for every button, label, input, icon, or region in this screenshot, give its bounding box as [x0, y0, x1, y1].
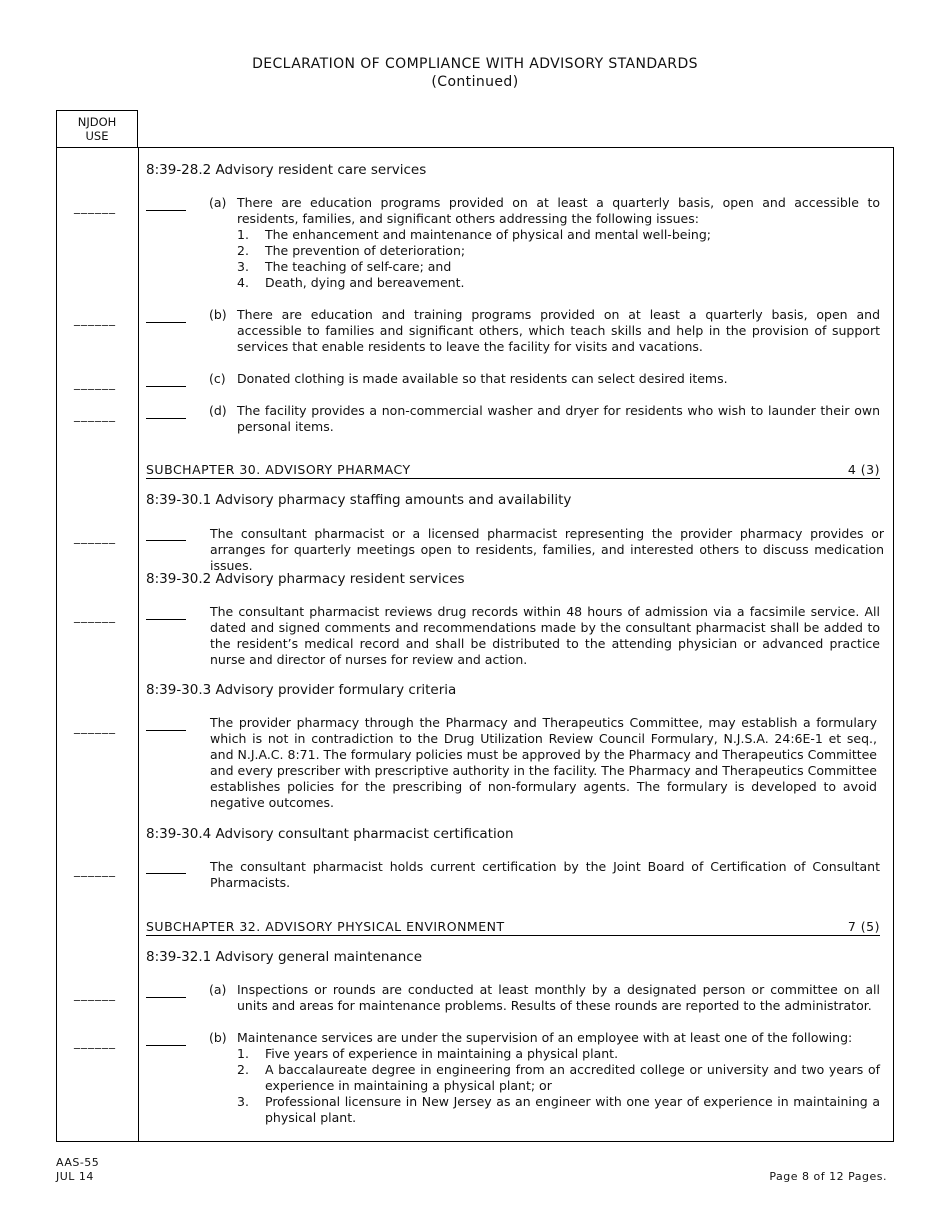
subchapter-30-title: [146, 462, 880, 479]
item-label: (a): [209, 982, 227, 997]
list-item: 3. Professional licensure in New Jersey as an engineer with one year of experience in maintaining a physical plant.: [237, 1094, 880, 1125]
item-b-list: [237, 1046, 880, 1126]
njdoh-dash: ______: [74, 312, 116, 326]
form-number: AAS-55: [56, 1156, 100, 1169]
list-item: 2. A baccalaureate degree in engineering from an accredited college or university and two years of experience in maintaining a physical plant; or: [237, 1062, 880, 1093]
njdoh-dash: ______: [74, 987, 116, 1001]
section-heading-28-2: 8:39-28.2 Advisory resident care services: [146, 162, 427, 178]
section-heading-30-3: 8:39-30.3 Advisory provider formulary criteria: [146, 682, 457, 698]
list-item: 1. The enhancement and maintenance of physical and mental well-being;: [237, 227, 711, 242]
section-heading-30-4: 8:39-30.4 Advisory consultant pharmacist certification: [146, 826, 514, 842]
item-text: Donated clothing is made available so that residents can select desired items.: [237, 371, 728, 386]
compliance-blank[interactable]: [146, 526, 186, 541]
njdoh-use-header: [56, 110, 138, 148]
item-a-text: There are education programs provided on at least a quarterly basis, open and accessible to residents, families, and significant others addressing the following issues:: [237, 195, 880, 226]
page-subtitle: (Continued): [431, 74, 519, 90]
njdoh-label: NJDOH: [77, 115, 117, 129]
item-label: (a): [209, 195, 227, 210]
compliance-blank[interactable]: [146, 196, 186, 211]
item-text: Inspections or rounds are conducted at least monthly by a designated person or committee on all units and areas for maintenance problems. Results of these rounds are reported to the administrator.: [237, 982, 880, 1013]
subchapter-score: 7 (5): [847, 919, 880, 934]
njdoh-dash: ______: [74, 863, 116, 877]
item-text: The consultant pharmacist or a licensed pharmacist representing the provider pharmacy provides or arranges for quarterly meetings open to residents, families, and interested others to discuss medication issues.: [210, 526, 884, 573]
list-item: 4. Death, dying and bereavement.: [237, 275, 465, 290]
section-heading-30-2: 8:39-30.2 Advisory pharmacy resident services: [146, 571, 465, 587]
item-text: The facility provides a non-commercial washer and dryer for residents who wish to launder their own personal items.: [237, 403, 880, 434]
compliance-blank[interactable]: [146, 404, 186, 419]
item-text: There are education and training programs provided on at least a quarterly basis, open and accessible to families and significant others, which teach skills and help in the provision of support services that enable residents to leave the facility for visits and vacations.: [237, 307, 880, 354]
item-label: (b): [209, 1030, 227, 1045]
subchapter-32-title: [146, 919, 880, 936]
section-heading-32-1: 8:39-32.1 Advisory general maintenance: [146, 949, 423, 965]
compliance-blank[interactable]: [146, 372, 186, 387]
form-date: JUL 14: [56, 1170, 94, 1183]
njdoh-dash: ______: [74, 609, 116, 623]
item-text: The consultant pharmacist reviews drug records within 48 hours of admission via a facsimile service. All dated and signed comments and recommendations made by the consultant pharmacist shall be added to the resident’s medical record and shall be distributed to the attending physician or advanced practice nurse and director of nurses for review and action.: [210, 604, 880, 667]
compliance-blank[interactable]: [146, 605, 186, 620]
item-a-list: [237, 227, 880, 291]
njdoh-dash: ______: [74, 408, 116, 422]
item-label: (c): [209, 371, 226, 386]
page-number: Page 8 of 12 Pages.: [769, 1170, 887, 1183]
subchapter-title: SUBCHAPTER 32. ADVISORY PHYSICAL ENVIRONMENT: [146, 919, 505, 934]
page-title: DECLARATION OF COMPLIANCE WITH ADVISORY STANDARDS: [252, 56, 698, 72]
subchapter-score: 4 (3): [847, 462, 880, 477]
compliance-blank[interactable]: [146, 1031, 186, 1046]
njdoh-dash: ______: [74, 200, 116, 214]
compliance-blank[interactable]: [146, 983, 186, 998]
compliance-blank[interactable]: [146, 716, 186, 731]
use-label: USE: [85, 129, 109, 143]
item-text: The consultant pharmacist holds current certification by the Joint Board of Certification of Consultant Pharmacists.: [210, 859, 880, 890]
section-heading-30-1: 8:39-30.1 Advisory pharmacy staffing amounts and availability: [146, 492, 572, 508]
item-label: (b): [209, 307, 227, 322]
compliance-blank[interactable]: [146, 859, 186, 874]
list-item: 1. Five years of experience in maintaining a physical plant.: [237, 1046, 619, 1061]
njdoh-dash: ______: [74, 530, 116, 544]
list-item: 3. The teaching of self-care; and: [237, 259, 452, 274]
item-b-text: Maintenance services are under the supervision of an employee with at least one of the following:: [237, 1030, 853, 1045]
item-text: [237, 195, 880, 291]
subchapter-title: SUBCHAPTER 30. ADVISORY PHARMACY: [146, 462, 411, 477]
compliance-blank[interactable]: [146, 308, 186, 323]
njdoh-dash: ______: [74, 376, 116, 390]
njdoh-dash: ______: [74, 1035, 116, 1049]
item-text: The provider pharmacy through the Pharmacy and Therapeutics Committee, may establish a formulary which is not in contradiction to the Drug Utilization Review Council Formulary, N.J.S.A. 24:6E-1 et seq., and N.J.A.C. 8:71. The formulary policies must be approved by the Pharmacy and Therapeutics Committee and every prescriber with prescriptive authority in the facility. The Pharmacy and Therapeutics Committee establishes policies for the prescribing of non-formulary agents. The formulary is developed to avoid negative outcomes.: [210, 715, 877, 810]
item-label: (d): [209, 403, 227, 418]
list-item: 2. The prevention of deterioration;: [237, 243, 466, 258]
njdoh-dash: ______: [74, 720, 116, 734]
item-text: [237, 1030, 880, 1126]
